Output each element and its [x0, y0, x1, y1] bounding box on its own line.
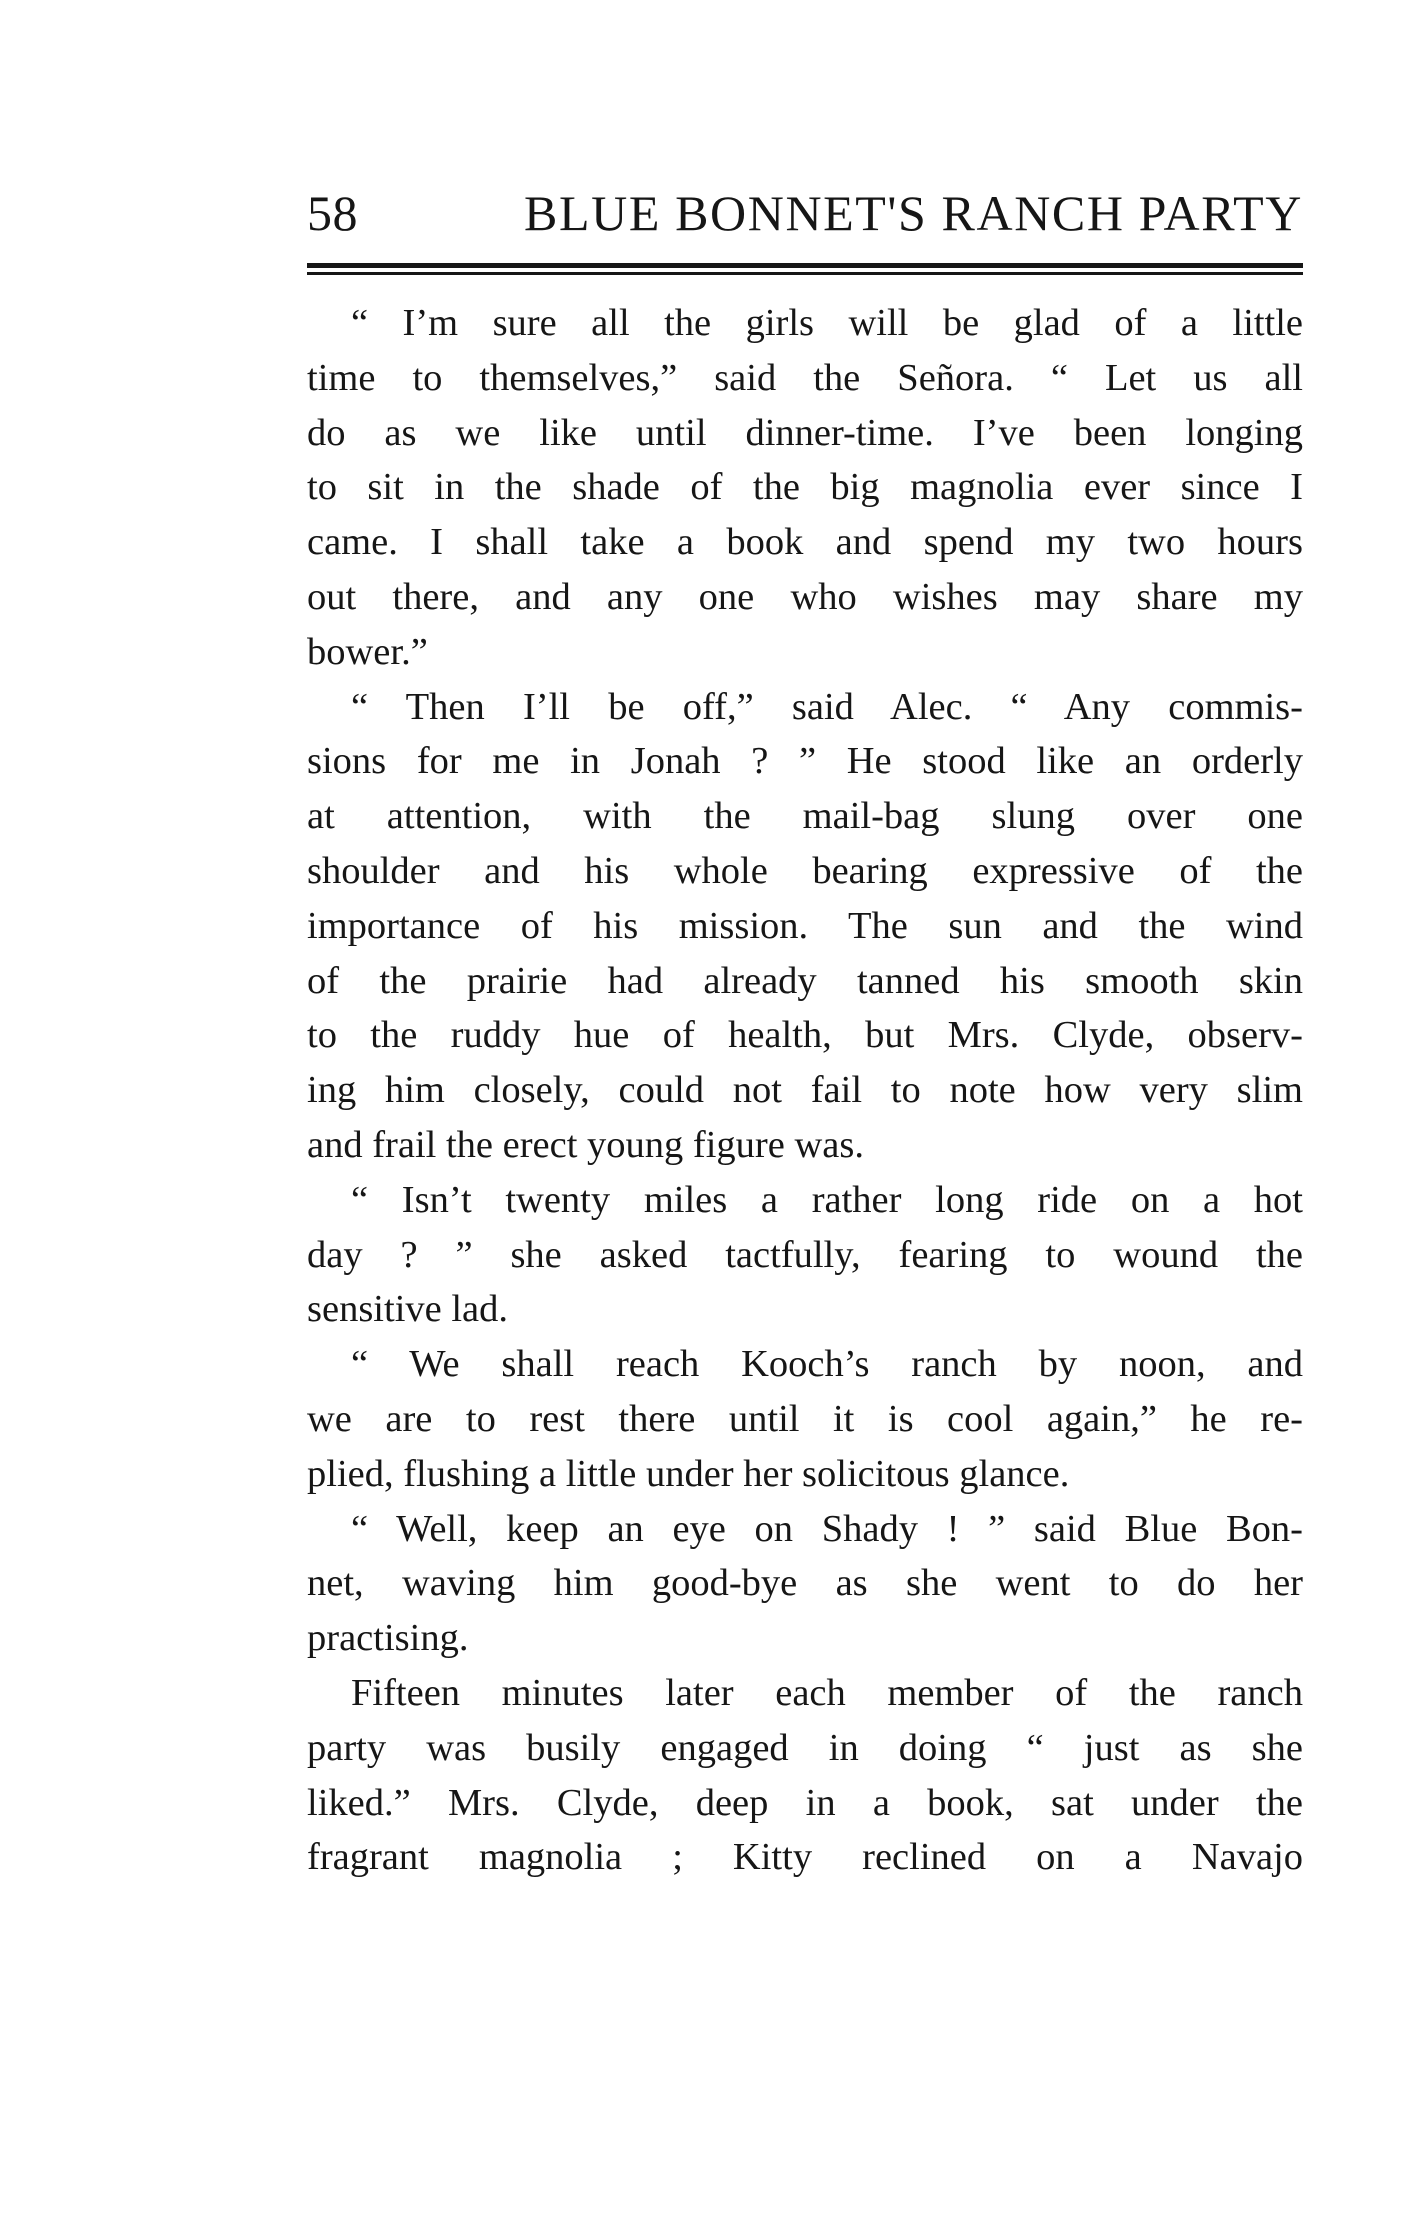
text-line: and frail the erect young figure was. [307, 1123, 864, 1166]
text-line: time to themselves,” said the Señora. “ Let us all [307, 356, 1303, 399]
text-line: ing him closely, could not fail to note how very slim [307, 1069, 1303, 1112]
book-page [307, 0, 1303, 2234]
text-line: do as we like until dinner-time. I’ve been longing [307, 411, 1303, 454]
text-line: came. I shall take a book and spend my two hours [307, 521, 1303, 564]
text-line: “ Then I’ll be off,” said Alec. “ Any commis- [351, 685, 1303, 728]
text-line: liked.” Mrs. Clyde, deep in a book, sat under the [307, 1781, 1303, 1824]
running-header [307, 182, 1303, 244]
text-line: of the prairie had already tanned his smooth skin [307, 959, 1303, 1002]
text-line: party was busily engaged in doing “ just as she [307, 1726, 1303, 1769]
text-line: to sit in the shade of the big magnolia ever since I [307, 466, 1303, 509]
header-rule-thin [307, 272, 1303, 275]
body-text [307, 296, 1303, 1885]
text-line: “ Isn’t twenty miles a rather long ride on a hot [351, 1178, 1303, 1221]
text-line: sions for me in Jonah ? ” He stood like an orderly [307, 740, 1303, 783]
text-line: “ I’m sure all the girls will be glad of a little [351, 302, 1303, 344]
text-line: plied, flushing a little under her solicitous glance. [307, 1452, 1070, 1495]
text-line: importance of his mission. The sun and the wind [307, 904, 1303, 947]
text-line: out there, and any one who wishes may share my [307, 575, 1303, 618]
text-line: day ? ” she asked tactfully, fearing to wound the [307, 1233, 1303, 1276]
text-line: “ We shall reach Kooch’s ranch by noon, and [351, 1343, 1303, 1386]
text-line: net, waving him good-bye as she went to do her [307, 1562, 1303, 1605]
text-line: bower.” [307, 630, 428, 673]
text-line: practising. [307, 1617, 469, 1660]
header-rule-thick [307, 263, 1303, 268]
text-line: Fifteen minutes later each member of the ranch [351, 1671, 1303, 1714]
text-line: sensitive lad. [307, 1288, 509, 1331]
text-line: “ Well, keep an eye on Shady ! ” said Blue Bon- [351, 1507, 1303, 1550]
running-title: BLUE BONNET'S RANCH PARTY [524, 185, 1303, 241]
text-line: we are to rest there until it is cool again,” he re- [307, 1397, 1303, 1440]
page-number: 58 [307, 185, 358, 241]
text-line: to the ruddy hue of health, but Mrs. Clyde, observ- [307, 1014, 1303, 1057]
text-line: at attention, with the mail-bag slung over one [307, 795, 1303, 838]
text-line: fragrant magnolia ; Kitty reclined on a Navajo [307, 1836, 1303, 1879]
text-line: shoulder and his whole bearing expressive of the [307, 849, 1303, 892]
